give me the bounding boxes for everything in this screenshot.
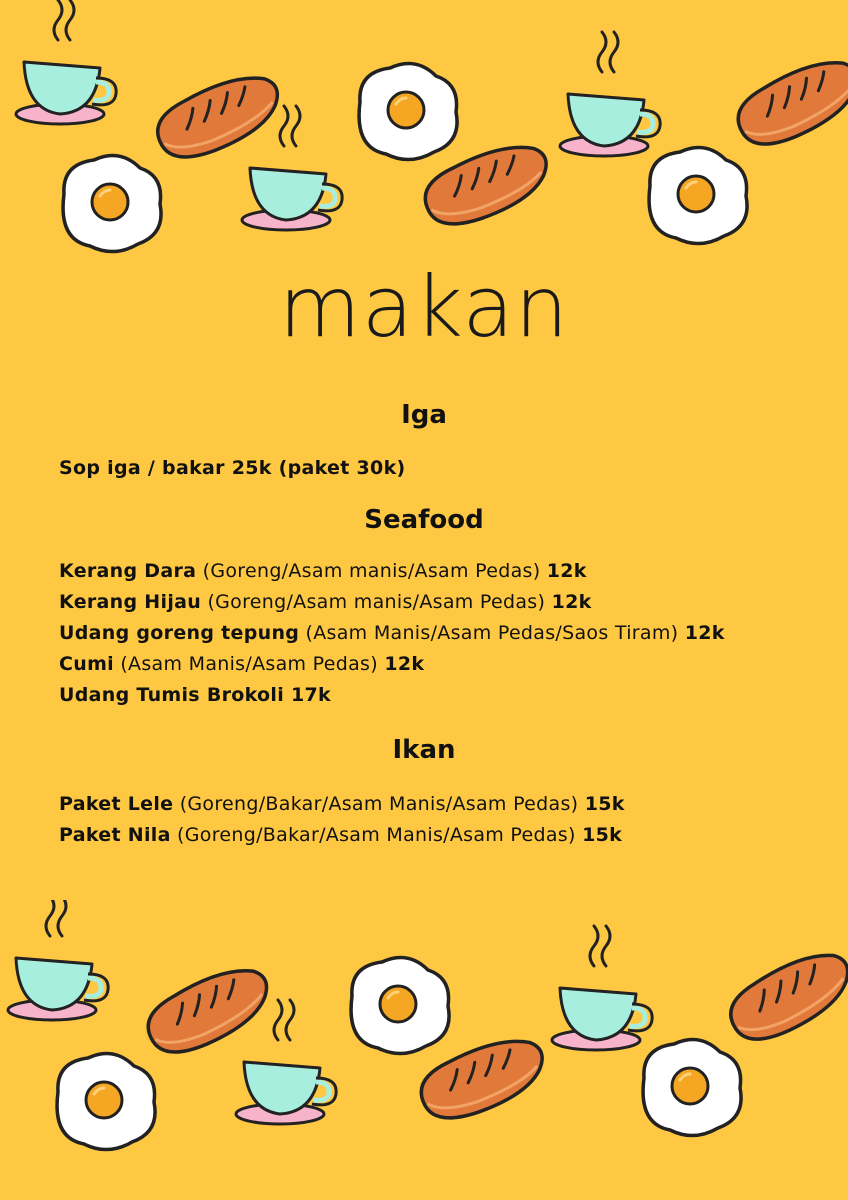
- bread-icon: [418, 1040, 546, 1120]
- item-options: (Goreng/Bakar/Asam Manis/Asam Pedas): [177, 824, 576, 846]
- item-name: Udang goreng tepung: [59, 622, 300, 644]
- teacup-icon: [552, 926, 652, 1050]
- bread-icon: [153, 75, 283, 159]
- teacup-icon: [8, 900, 108, 1020]
- menu-item: [59, 684, 331, 706]
- item-price: 12k: [546, 560, 587, 582]
- item-price: 15k: [584, 793, 625, 815]
- menu-item: [59, 653, 424, 675]
- fried-egg-icon: [359, 64, 457, 160]
- fried-egg-icon: [57, 1054, 155, 1150]
- top-food-pattern: [0, 0, 848, 270]
- item-options: (Goreng/Asam manis/Asam Pedas): [202, 560, 541, 582]
- item-name: Paket Nila: [59, 824, 171, 846]
- menu-item: [59, 560, 587, 582]
- section-title-ikan: Ikan: [392, 735, 456, 765]
- item-options: (Goreng/Asam manis/Asam Pedas): [207, 591, 546, 613]
- item-name: Cumi: [59, 653, 114, 675]
- bread-icon: [142, 967, 274, 1055]
- fried-egg-icon: [649, 148, 747, 244]
- item-options: (Asam Manis/Asam Pedas): [120, 653, 378, 675]
- fried-egg-icon: [643, 1040, 741, 1136]
- item-price: 12k: [551, 591, 592, 613]
- item-name: Sop iga / bakar 25k (paket 30k): [59, 457, 406, 479]
- fried-egg-icon: [63, 156, 161, 252]
- item-price: 12k: [384, 653, 425, 675]
- teacup-icon: [16, 0, 116, 124]
- item-name: Kerang Hijau: [59, 591, 202, 613]
- item-name: Kerang Dara: [59, 560, 197, 582]
- teacup-icon: [560, 32, 660, 156]
- item-price: 15k: [582, 824, 623, 846]
- menu-item: [59, 591, 592, 613]
- page-title: makan: [278, 258, 570, 356]
- menu-item: [59, 793, 625, 815]
- fried-egg-icon: [351, 958, 449, 1054]
- section-title-iga: Iga: [401, 400, 447, 430]
- item-price: 12k: [684, 622, 725, 644]
- item-name: Paket Lele: [59, 793, 174, 815]
- bread-icon: [422, 146, 550, 226]
- menu-item: [59, 457, 406, 479]
- item-options: (Asam Manis/Asam Pedas/Saos Tiram): [305, 622, 679, 644]
- item-options: (Goreng/Bakar/Asam Manis/Asam Pedas): [179, 793, 579, 815]
- bread-icon: [723, 951, 848, 1043]
- section-title-seafood: Seafood: [364, 505, 484, 535]
- menu-item: [59, 824, 622, 846]
- bread-icon: [732, 59, 848, 147]
- menu-item: [59, 622, 725, 644]
- bottom-food-pattern: [0, 900, 848, 1170]
- item-name: Udang Tumis Brokoli 17k: [59, 684, 331, 706]
